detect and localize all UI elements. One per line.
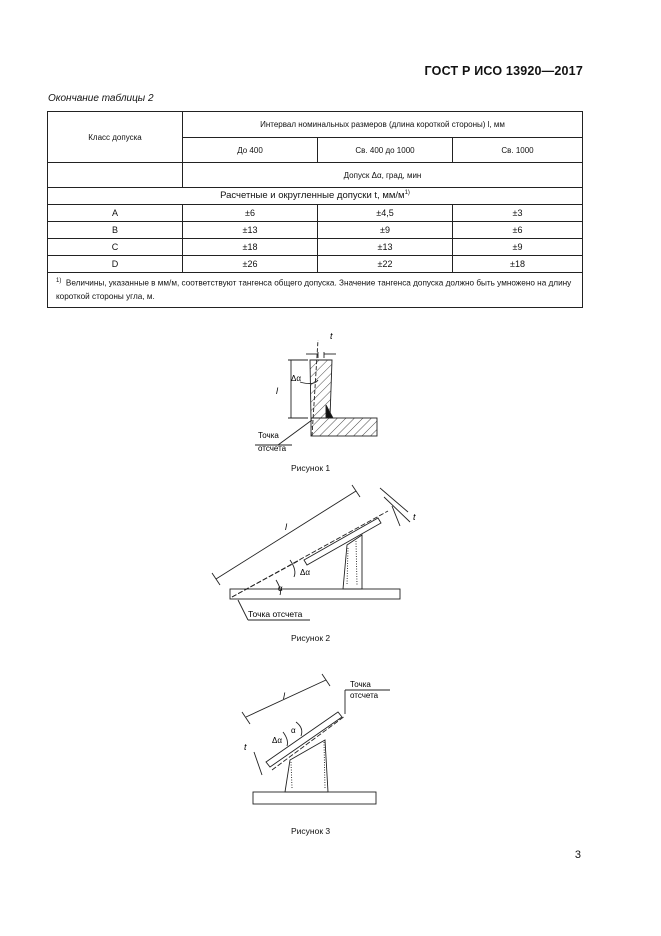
fig3-a-label: α	[291, 726, 296, 735]
fig3-l-label: l	[283, 691, 285, 701]
cell-value: ±6	[453, 222, 583, 239]
unit-row: Допуск Δα, град, мин	[183, 163, 583, 188]
fig1-da-label: Δα	[291, 374, 301, 383]
figure-1-caption: Рисунок 1	[291, 463, 331, 473]
fig1-l-label: l	[276, 386, 278, 396]
col-header-2: Св. 400 до 1000	[318, 138, 453, 163]
cell-value: ±22	[318, 256, 453, 273]
cell-value: ±9	[318, 222, 453, 239]
fig2-da-label: Δα	[300, 568, 310, 577]
figure-3-caption: Рисунок 3	[291, 826, 331, 836]
cell-value: ±26	[183, 256, 318, 273]
fig3-t-label: t	[244, 742, 247, 752]
fig3-ref-label-2: отсчета	[350, 691, 379, 700]
page-number: 3	[574, 849, 581, 861]
figure-2-drawing	[212, 485, 410, 620]
fig1-ref-label-2: отсчета	[258, 444, 287, 453]
cell-value: ±18	[183, 239, 318, 256]
figure-2-caption: Рисунок 2	[291, 633, 331, 643]
fig2-t-label: t	[413, 512, 416, 522]
cell-class: B	[48, 222, 183, 239]
interval-header: Интервал номинальных размеров (длина короткой стороны) l, мм	[183, 112, 583, 138]
section-title: Расчетные и округленные допуски t, $мм/м^{1)}$	[48, 188, 583, 205]
fig3-ref-label-1: Точка	[350, 680, 371, 689]
table-caption: Окончание таблицы 2	[48, 93, 154, 104]
fig1-ref-label-1: Точка	[258, 431, 279, 440]
cell-value: ±18	[453, 256, 583, 273]
cell-value: ±13	[318, 239, 453, 256]
cell-value: ±13	[183, 222, 318, 239]
fig2-a-label: α	[278, 584, 283, 593]
cell-class: C	[48, 239, 183, 256]
col-header-3: Св. 1000	[453, 138, 583, 163]
fig1-t-label: t	[330, 331, 333, 341]
cell-value: ±9	[453, 239, 583, 256]
cell-value: ±3	[453, 205, 583, 222]
cell-class: D	[48, 256, 183, 273]
cell-value: ±4,5	[318, 205, 453, 222]
document-header: ГОСТ Р ИСО 13920—2017	[424, 64, 583, 78]
class-header: Класс допуска	[48, 112, 183, 163]
fig2-l-label: l	[285, 522, 287, 532]
fig2-ref-label: Точка отсчета	[248, 609, 303, 619]
cell-class: A	[48, 205, 183, 222]
table-footnote: $^{1)}$ Величины, указанные в мм/м, соответствуют тангенса общего допуска. Значение тангенса допуска должно быть умножено на длину короткой стороны угла, м.	[48, 273, 583, 308]
cell-value: ±6	[183, 205, 318, 222]
figure-1-drawing	[255, 340, 377, 445]
col-header-1: До 400	[183, 138, 318, 163]
fig3-da-label: Δα	[272, 736, 282, 745]
